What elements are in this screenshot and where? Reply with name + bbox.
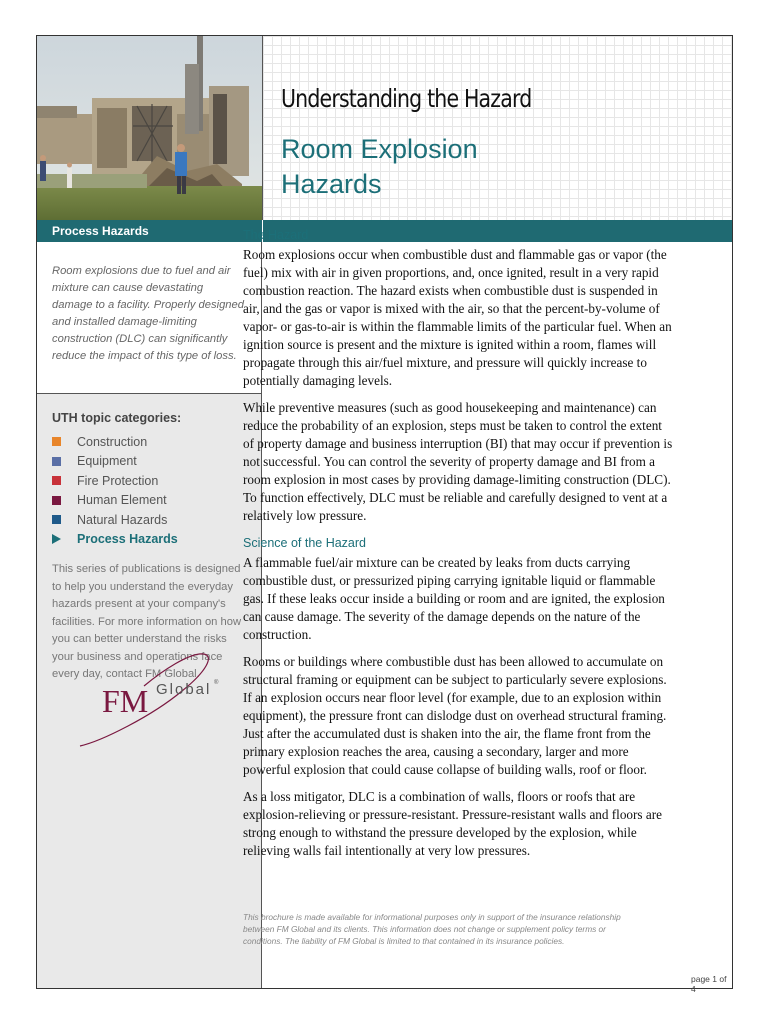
document-title-line-1: Room Explosion xyxy=(281,134,478,164)
topic-label: Process Hazards xyxy=(77,532,178,547)
topic-label: Natural Hazards xyxy=(77,512,168,527)
triangle-arrow-icon xyxy=(52,534,61,544)
topic-item-fire-protection[interactable] xyxy=(52,471,245,491)
page-number: page 1 of 4 xyxy=(691,974,727,994)
paragraph: Room explosions occur when combustible dust and flammable gas or vapor (the fuel) mix with air in given proportions, and, once ignited, result in a very rapid combustion reaction. The hazard exists when combustible dust is suspended in air, and the gas or vapor is mixed with the air, so that the percent-by-volume of vapor- or gas-to-air is within the flammable limits of the particular fuel. When an ignition source is present and the mixture is ignited within a room, flames will propagate through this air/fuel mixture, and pressure will quickly increase to potentially damaging levels. xyxy=(243,247,672,388)
sidebar xyxy=(37,242,262,988)
logo-registered-mark: ® xyxy=(214,680,219,686)
paragraph: A flammable fuel/air mixture can be created by leaks from ducts carrying combustible dust, or pressurized piping carrying ignitable liquid or flammable gas. If these leaks occur inside a building or room and are ignited, the explosion can cause damage. The severity of the damage depends on the nature of the construction. xyxy=(243,555,665,642)
section-heading-the-hazard: The Hazard xyxy=(243,228,309,242)
fm-global-logo xyxy=(72,646,222,756)
topic-item-process-hazards[interactable] xyxy=(52,530,245,550)
series-description: This series of publications is designed to help you understand the everyday hazards present at your company's facilities. For more information on how you can better understand the risks your business and operations face every day, contact FM Global. xyxy=(52,563,242,680)
topic-item-human-element[interactable] xyxy=(52,491,245,511)
paragraph: Rooms or buildings where combustible dust has been allowed to accumulate on structural framing or equipment can be subject to particularly severe explosions. If an explosion occurs near floor level (for example, due to an explosion within equipment), the pressure front can dislodge dust on overhead structural framing. Just after the accumulated dust is shaken into the air, the flame front from the primary explosion reaches the area, causing a secondary, larger and more powerful explosion that could cause collapse of building walls, roof or floor. xyxy=(243,654,667,777)
header xyxy=(37,36,732,220)
topic-label: Fire Protection xyxy=(77,473,159,488)
series-title: Understanding the Hazard xyxy=(281,84,532,113)
blue-square-icon xyxy=(52,457,61,466)
category-label: Process Hazards xyxy=(52,224,149,238)
explosion-damage-photo xyxy=(37,36,262,220)
navy-square-icon xyxy=(52,515,61,524)
topic-item-natural-hazards[interactable] xyxy=(52,510,245,530)
summary-text: Room explosions due to fuel and air mixture can cause devastating damage to a facility. Properly designed and installed damage-limiting construction (DLC) can significantly reduce the impact of this type of loss. xyxy=(37,242,261,394)
paragraph: As a loss mitigator, DLC is a combination of walls, floors or roofs that are explosion-relieving or pressure-resistant. Pressure-resistant walls and floors are strong enough to withstand the pressure developed by the explosion, while relieving walls fail intentionally at very low pressures. xyxy=(243,789,662,858)
section-heading-science: Science of the Hazard xyxy=(243,536,366,550)
logo-fm-text: FM xyxy=(102,683,149,719)
document-title xyxy=(281,132,478,202)
orange-square-icon xyxy=(52,437,61,446)
disclaimer-text: This brochure is made available for informational purposes only in support of the insurance relationship between FM Global and its clients. This information does not change or supplement policy terms or conditions. The liability of FM Global is limited to that contained in its insurance policies. xyxy=(243,912,621,946)
topic-list xyxy=(52,432,245,549)
topics-heading: UTH topic categories: xyxy=(52,411,182,425)
logo-global-text: Global xyxy=(156,681,212,698)
paragraph: While preventive measures (such as good housekeeping and maintenance) can reduce the probability of an explosion, steps must be taken to control the extent of property damage and business interruption (BI) that may occur if prevention is not successful. You can control the severity of property damage and BI from a room explosion in most cases by providing damage-limiting construction (DLC). To function effectively, DLC must be reliable and carefully designed to vent at a relatively low pressure. xyxy=(243,400,673,523)
maroon-square-icon xyxy=(52,496,61,505)
topic-item-construction[interactable] xyxy=(52,432,245,452)
document-title-line-2: Hazards xyxy=(281,169,382,199)
main-content xyxy=(243,226,673,869)
topic-label: Equipment xyxy=(77,454,137,469)
topic-label: Human Element xyxy=(77,493,167,508)
red-square-icon xyxy=(52,476,61,485)
topic-item-equipment[interactable] xyxy=(52,452,245,472)
topic-label: Construction xyxy=(77,434,148,449)
header-grid-panel xyxy=(262,36,732,220)
